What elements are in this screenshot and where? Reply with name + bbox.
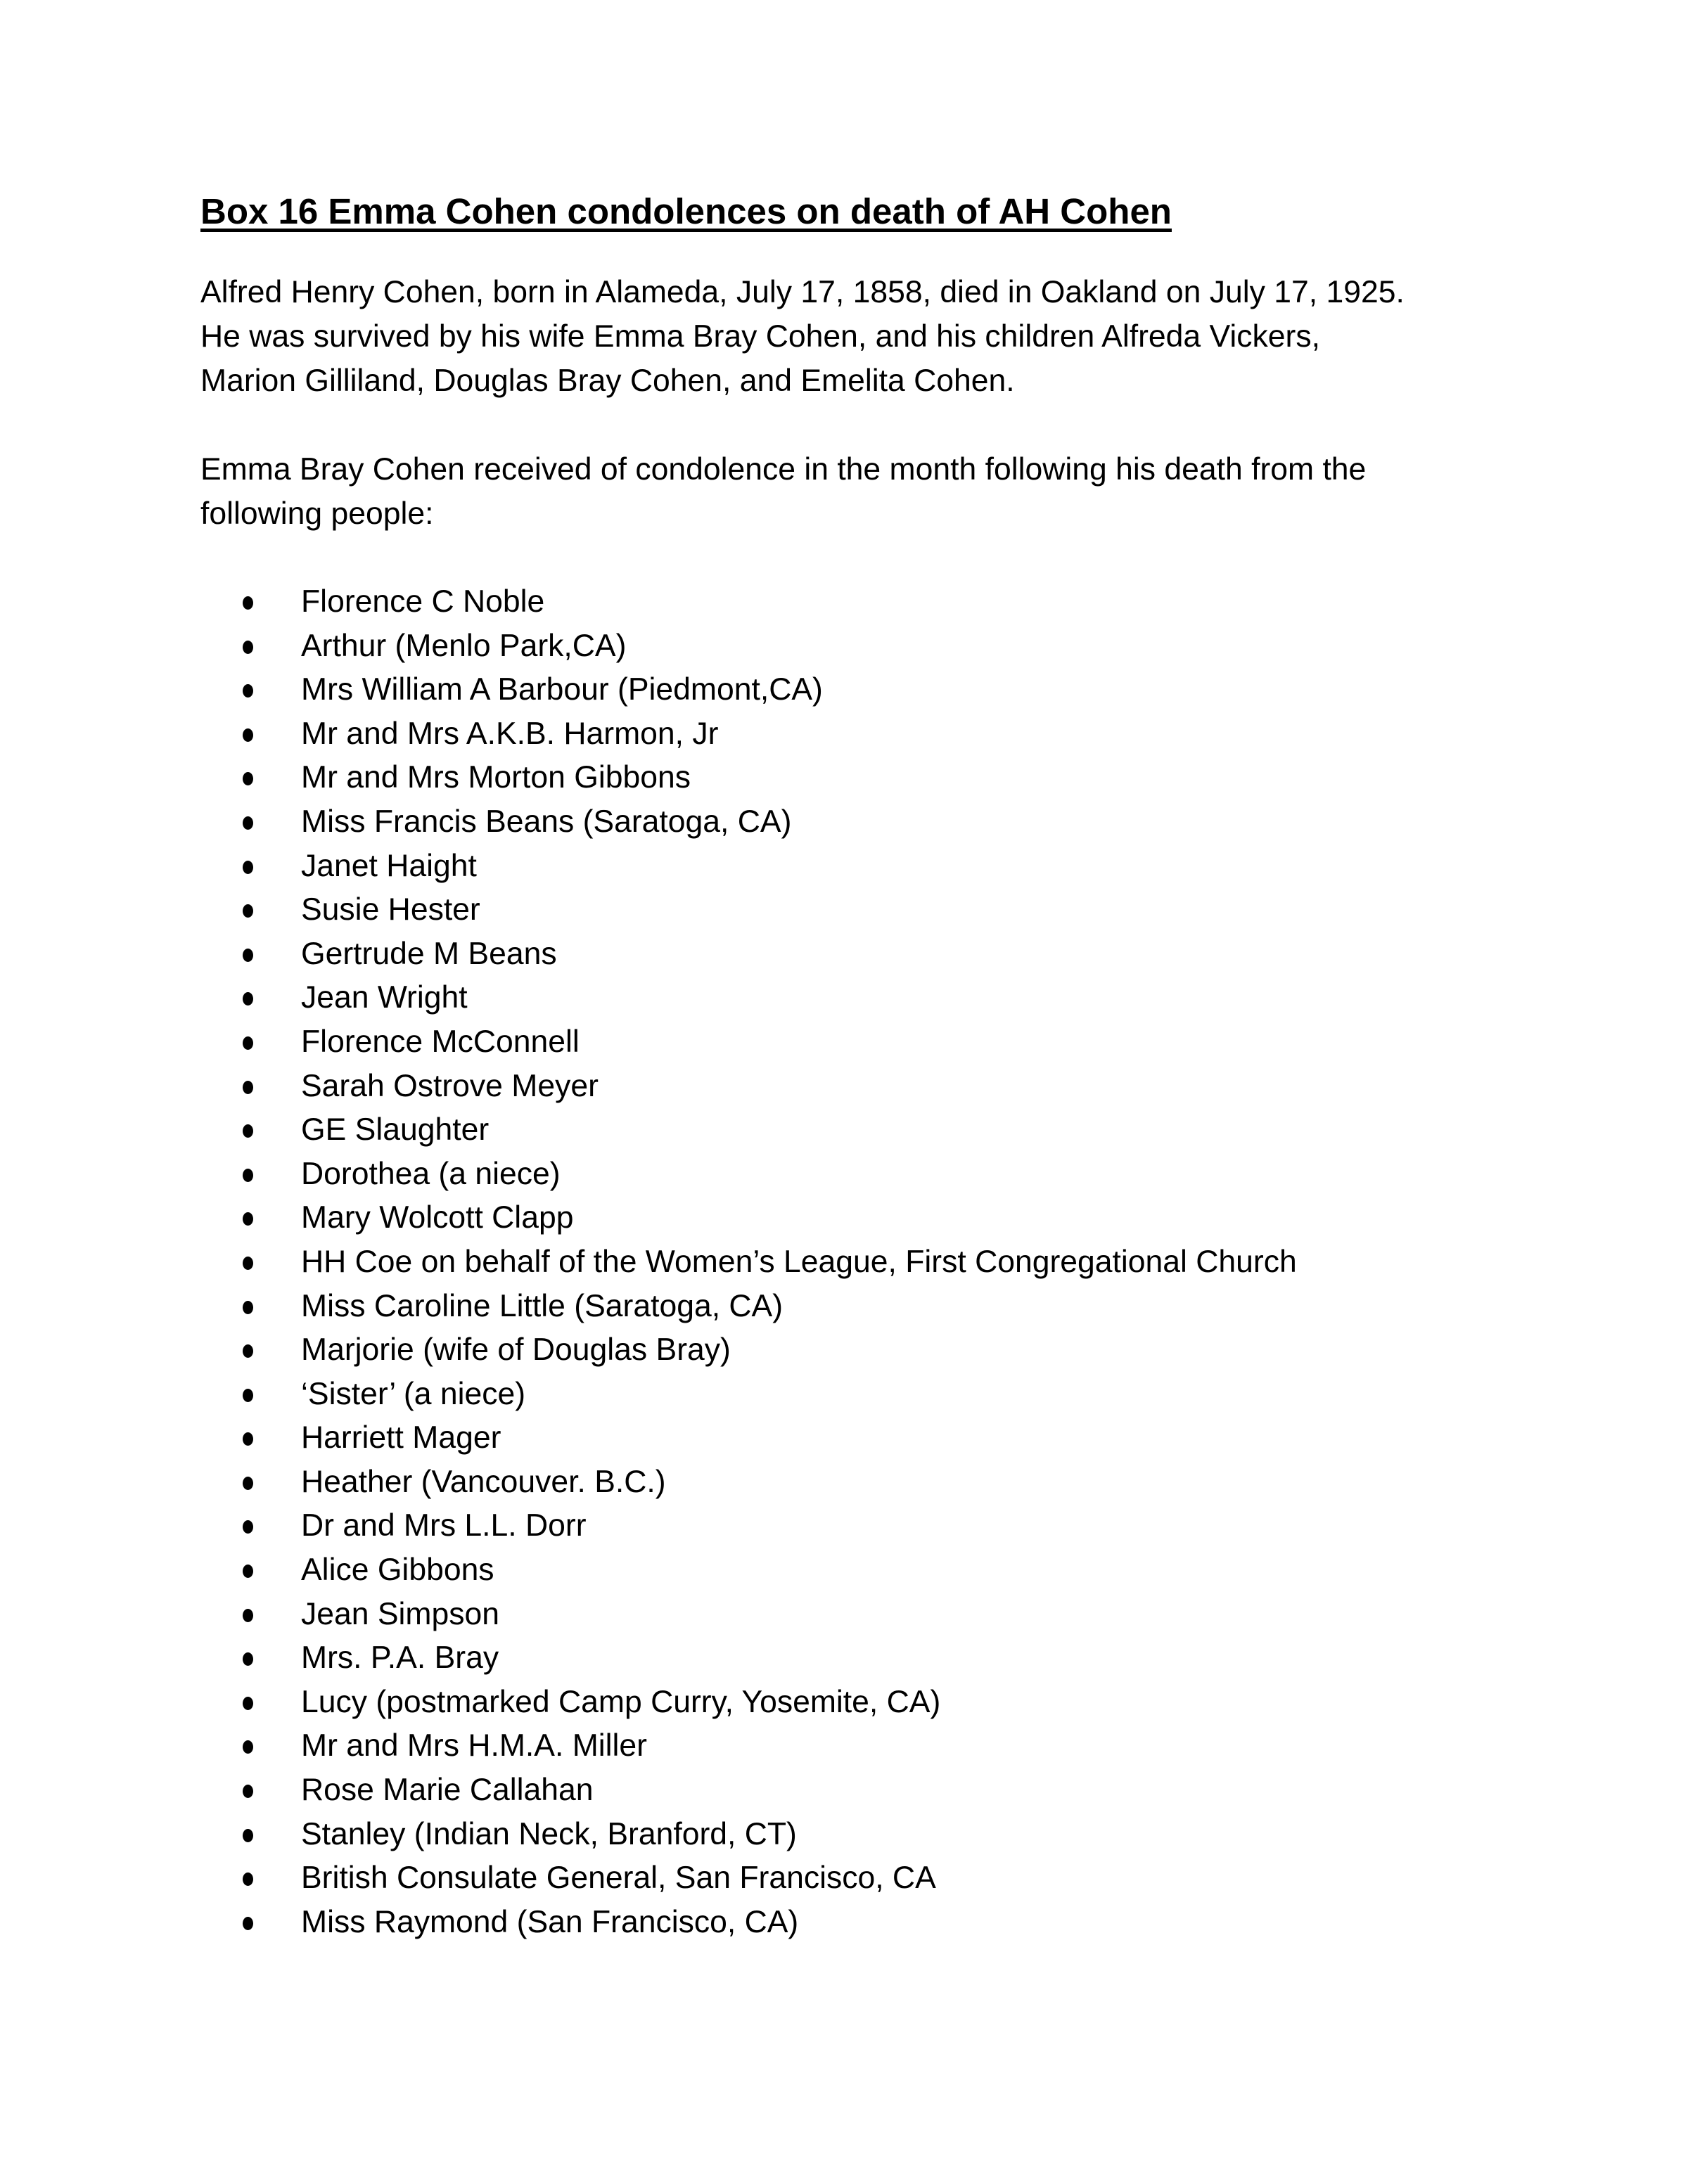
list-item (200, 1681, 1537, 1725)
list-item (200, 1373, 1537, 1417)
bullet-icon (243, 1609, 253, 1622)
bullet-icon (243, 816, 253, 830)
bullet-icon (243, 1301, 253, 1314)
list-item (200, 1593, 1537, 1637)
list-item-text: Miss Francis Beans (Saratoga, CA) (301, 804, 792, 839)
list-item-text: Miss Caroline Little (Saratoga, CA) (301, 1288, 784, 1323)
document-page (200, 190, 1537, 1944)
list-item (200, 1901, 1537, 1945)
list-item (200, 756, 1537, 800)
paragraph-line: Emma Bray Cohen received of condolence in the month following his death from the (200, 452, 1367, 487)
bullet-icon (243, 904, 253, 918)
list-item-text: Mary Wolcott Clapp (301, 1200, 574, 1235)
list-item (200, 1416, 1537, 1460)
list-item-text: Mr and Mrs A.K.B. Harmon, Jr (301, 716, 719, 751)
bullet-icon (243, 641, 253, 654)
list-item-text: Susie Hester (301, 892, 480, 927)
list-item-text: Harriett Mager (301, 1420, 501, 1456)
list-item-text: Rose Marie Callahan (301, 1773, 594, 1808)
list-item (200, 1108, 1537, 1152)
list-item (200, 1856, 1537, 1901)
list-item (200, 1636, 1537, 1681)
list-item-text: Sarah Ostrove Meyer (301, 1068, 599, 1103)
list-item (200, 1240, 1537, 1285)
bullet-icon (243, 1917, 253, 1930)
bullet-icon (243, 1257, 253, 1270)
list-item (200, 1460, 1537, 1505)
list-item (200, 976, 1537, 1020)
bullet-icon (243, 684, 253, 698)
list-item-text: British Consulate General, San Francisco, CA (301, 1861, 936, 1896)
document-title: Box 16 Emma Cohen condolences on death of AH Cohen (200, 191, 1172, 231)
list-item (200, 800, 1537, 844)
list-item (200, 1285, 1537, 1329)
bullet-icon (243, 1124, 253, 1138)
list-item (200, 1020, 1537, 1065)
list-item-text: Alice Gibbons (301, 1553, 494, 1588)
bullet-icon (243, 1829, 253, 1842)
list-item (200, 624, 1537, 669)
list-item-text: Mr and Mrs Morton Gibbons (301, 760, 691, 795)
list-item-text: Mrs William A Barbour (Piedmont,CA) (301, 672, 823, 707)
bullet-icon (243, 1697, 253, 1710)
list-item-text: Janet Haight (301, 848, 477, 883)
list-item-text: Miss Raymond (San Francisco, CA) (301, 1904, 799, 1939)
bullet-icon (243, 1081, 253, 1094)
bullet-icon (243, 1344, 253, 1358)
bullet-icon (243, 1036, 253, 1050)
list-item (200, 580, 1537, 624)
list-item-text: Florence McConnell (301, 1024, 580, 1059)
list-item (200, 1504, 1537, 1548)
list-item (200, 668, 1537, 712)
list-item (200, 932, 1537, 977)
condolence-senders-list (200, 580, 1537, 1944)
list-item-text: Mr and Mrs H.M.A. Miller (301, 1728, 647, 1764)
list-item (200, 1813, 1537, 1857)
bullet-icon (243, 772, 253, 785)
list-item-text: Stanley (Indian Neck, Branford, CT) (301, 1816, 797, 1851)
bullet-icon (243, 1873, 253, 1886)
bullet-icon (243, 992, 253, 1006)
list-item-text: Lucy (postmarked Camp Curry, Yosemite, CA) (301, 1684, 941, 1719)
list-item (200, 1152, 1537, 1197)
biography-paragraph (200, 270, 1537, 403)
bullet-icon (243, 1477, 253, 1490)
bullet-icon (243, 949, 253, 962)
condolence-intro-paragraph (200, 447, 1537, 536)
bullet-icon (243, 1740, 253, 1754)
bullet-icon (243, 1212, 253, 1226)
bullet-icon (243, 1432, 253, 1446)
bullet-icon (243, 861, 253, 874)
paragraph-line: following people: (200, 496, 434, 531)
list-item-text: Marjorie (wife of Douglas Bray) (301, 1332, 731, 1368)
list-item-text: Heather (Vancouver. B.C.) (301, 1464, 666, 1499)
list-item-text: ‘Sister’ (a niece) (301, 1376, 526, 1411)
list-item (200, 1724, 1537, 1768)
bullet-icon (243, 1389, 253, 1402)
bullet-icon (243, 1520, 253, 1534)
bullet-icon (243, 1169, 253, 1182)
list-item-text: Dr and Mrs L.L. Dorr (301, 1508, 587, 1543)
list-item-text: Arthur (Menlo Park,CA) (301, 628, 627, 663)
list-item-text: HH Coe on behalf of the Women’s League, First Congregational Church (301, 1244, 1297, 1279)
list-item-text: Dorothea (a niece) (301, 1156, 561, 1191)
list-item-text: Jean Simpson (301, 1596, 499, 1631)
list-item (200, 1328, 1537, 1373)
list-item-text: Florence C Noble (301, 584, 545, 619)
paragraph-line: Alfred Henry Cohen, born in Alameda, July 17, 1858, died in Oakland on July 17, 1925. (200, 275, 1405, 309)
bullet-icon (243, 728, 253, 742)
list-item-text: Mrs. P.A. Bray (301, 1640, 499, 1676)
list-item-text: GE Slaughter (301, 1112, 490, 1148)
paragraph-line: He was survived by his wife Emma Bray Cohen, and his children Alfreda Vickers, (200, 319, 1320, 354)
list-item (200, 844, 1537, 889)
list-item (200, 1548, 1537, 1593)
list-item-text: Jean Wright (301, 980, 468, 1015)
list-item (200, 1196, 1537, 1240)
bullet-icon (243, 596, 253, 610)
list-item (200, 712, 1537, 757)
list-item-text: Gertrude M Beans (301, 936, 557, 971)
list-item (200, 888, 1537, 932)
paragraph-line: Marion Gilliland, Douglas Bray Cohen, and Emelita Cohen. (200, 364, 1015, 398)
bullet-icon (243, 1785, 253, 1798)
bullet-icon (243, 1652, 253, 1666)
bullet-icon (243, 1565, 253, 1578)
list-item (200, 1065, 1537, 1109)
list-item (200, 1768, 1537, 1813)
